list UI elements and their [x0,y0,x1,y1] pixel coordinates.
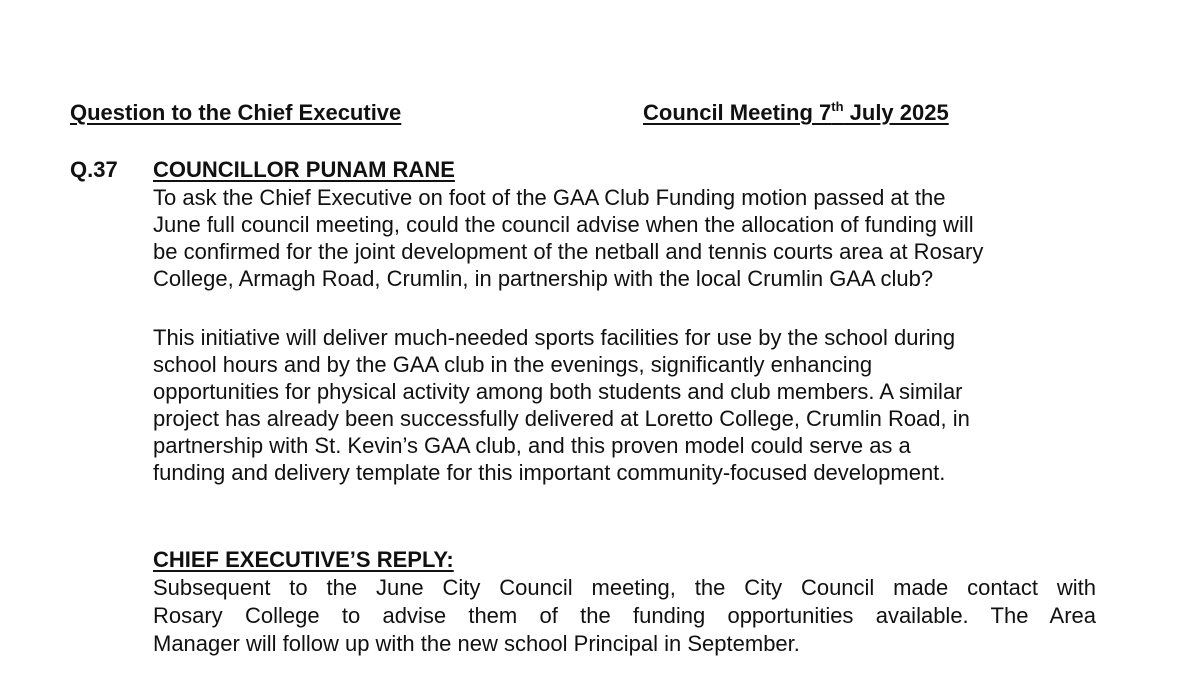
reply-line: Subsequent to the June City Council meeting, the City Council made contact with [153,575,1096,600]
meeting-date-prefix: Council Meeting 7 [643,100,832,125]
meeting-date-suffix: July 2025 [843,100,949,125]
paragraph-line: project has already been successfully delivered at Loretto College, Crumlin Road, in [153,406,970,431]
paragraph-line: funding and delivery template for this important community-focused development. [153,460,946,485]
document-title: Question to the Chief Executive [70,100,402,125]
question-paragraph-1 [153,184,1103,292]
reply-line: Rosary College to advise them of the funding opportunities available. The Area [153,603,1096,628]
paragraph-line: This initiative will deliver much-needed sports facilities for use by the school during [153,325,956,350]
meeting-date-heading [643,100,949,126]
paragraph-line: partnership with St. Kevin’s GAA club, and this proven model could serve as a [153,433,911,458]
councillor-name: COUNCILLOR PUNAM RANE [153,157,455,182]
question-number: Q.37 [70,157,118,182]
reply-heading: CHIEF EXECUTIVE’S REPLY: [153,547,454,572]
paragraph-line: June full council meeting, could the council advise when the allocation of funding will [153,212,974,237]
reply-paragraph [153,574,1096,658]
meeting-date-ordinal: th [831,99,844,114]
paragraph-line: school hours and by the GAA club in the evenings, significantly enhancing [153,352,873,377]
reply-line: Manager will follow up with the new school Principal in September. [153,631,800,656]
paragraph-line: be confirmed for the joint development of the netball and tennis courts area at Rosary [153,239,984,264]
paragraph-line: To ask the Chief Executive on foot of the GAA Club Funding motion passed at the [153,185,946,210]
paragraph-line: College, Armagh Road, Crumlin, in partnership with the local Crumlin GAA club? [153,266,934,291]
question-paragraph-2 [153,324,1103,486]
paragraph-line: opportunities for physical activity among both students and club members. A similar [153,379,963,404]
